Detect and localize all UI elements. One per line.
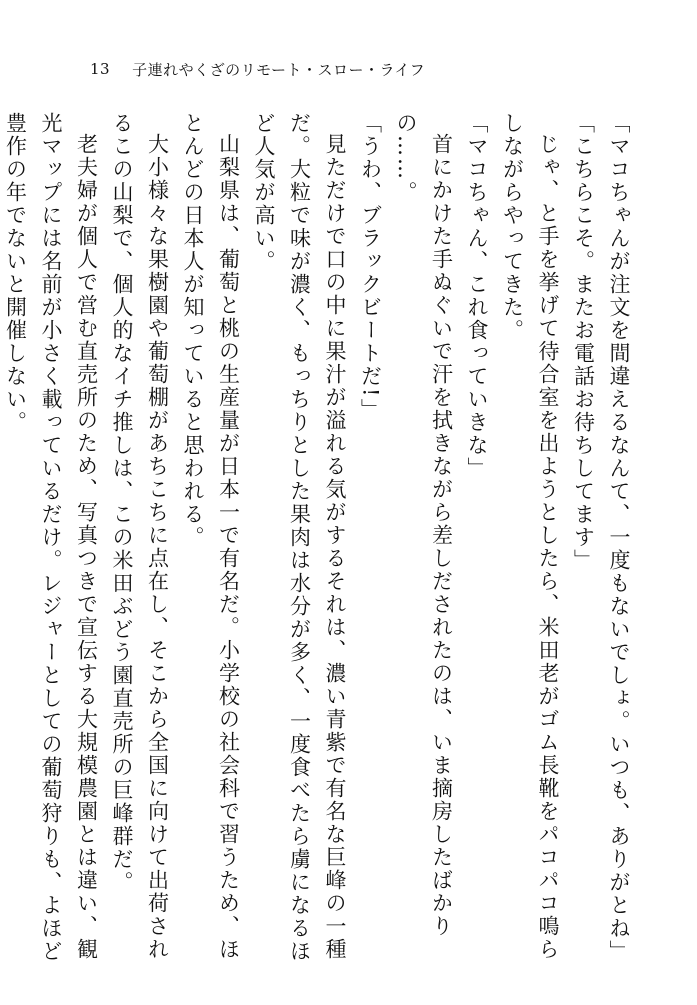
- paragraph-1: 「マコちゃんが注文を間違えるなんて、一度もないでしょ。いつも、ありがとね」: [607, 112, 631, 963]
- paragraph-6: 「うわ、ブラックビートだ!」: [358, 112, 383, 422]
- paragraph-2: 「こちらこそ。またお電話お待ちしてます」: [571, 112, 596, 572]
- page-number: 13: [90, 60, 111, 78]
- paragraph-7: 見ただけで口の中に果汁が溢れる気がするそれは、濃い青紫で有名な巨峰の一種だ。大粒で味が濃く、もっちりとした果肉は水分が多く、一度食べたら虜になるほど人気が高い。: [252, 112, 347, 963]
- paragraph-4: 「マコちゃん、これ食っていきな」: [465, 112, 489, 480]
- paragraph-8: 山梨県は、葡萄と桃の生産量が日本一で有名だ。小学校の社会科で習うため、ほとんどの日本人が知っていると思われる。: [181, 112, 241, 961]
- book-title: 子連れやくざのリモート・スロー・ライフ: [132, 60, 426, 79]
- paragraph-9: 大小様々な果樹園や葡萄棚があちこちに点在し、そこから全国に向けて出荷されるこの山梨で、個人的なイチ推しは、この米田ぶどう園直売所の巨峰群だ。: [110, 112, 170, 961]
- paragraph-10: 老夫婦が個人で営む直売所のため、写真つきで宣伝する大規模農園とは違い、観光マップには名前が小さく載っているだけ。レジャーとしての葡萄狩りも、よほど豊作の年でないと開催しない。: [3, 112, 99, 963]
- paragraph-3: じゃ、と手を挙げて待合室を出ようとしたら、米田老がゴム長靴をパコパコ鳴らしながらやってきた。: [500, 112, 560, 961]
- body-text: [3, 112, 636, 972]
- paragraph-5: 首にかけた手ぬぐいで汗を拭きながら差しだされたのは、いま摘房したばかりの……。: [394, 112, 454, 938]
- running-header: [90, 58, 425, 80]
